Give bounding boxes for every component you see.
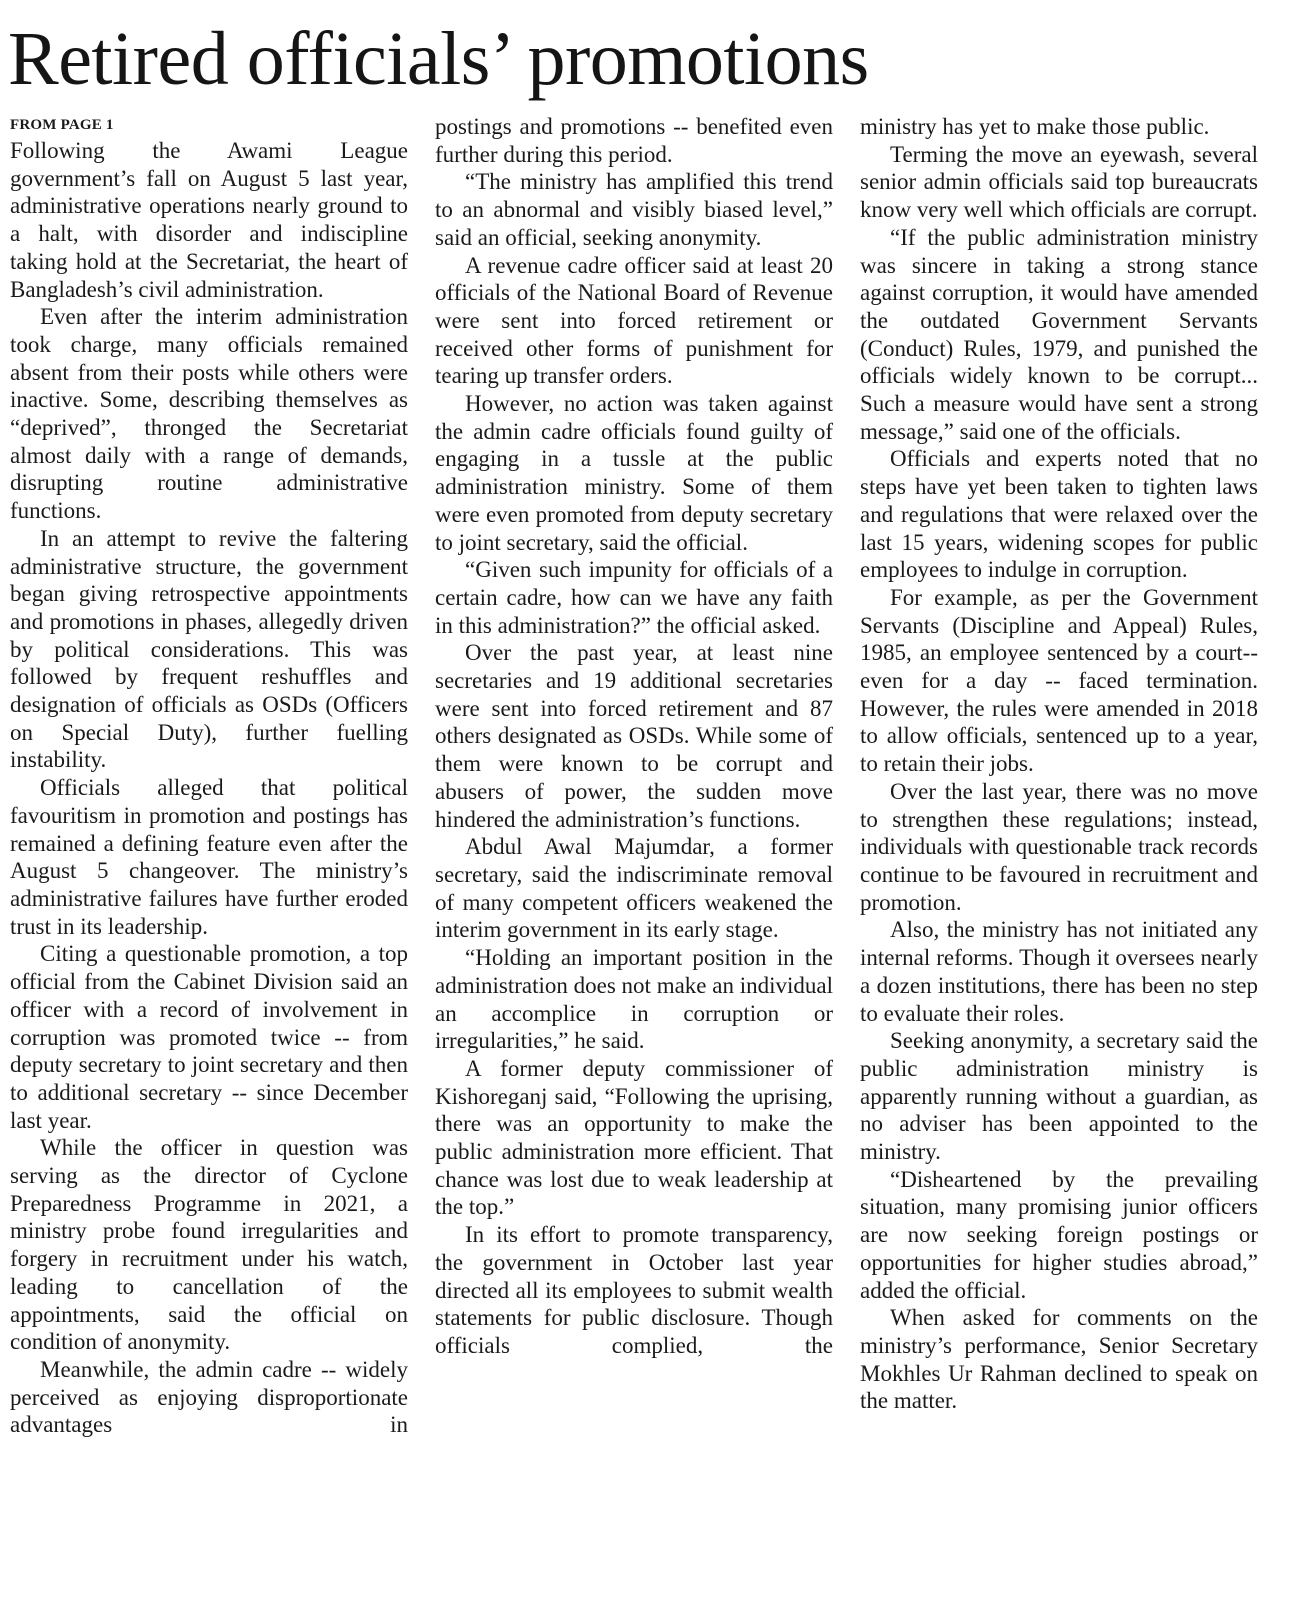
article-column-2: [435, 113, 833, 1360]
article-paragraph: “Given such impunity for officials of a certain cadre, how can we have any faith in this administration?” the official asked.: [435, 557, 833, 638]
article-paragraph: postings and promotions -- benefited even further during this period.: [435, 114, 833, 167]
article-paragraph: “Disheartened by the prevailing situation, many promising junior officers are now seeking foreign postings or opportunities for higher studies abroad,” added the official.: [860, 1166, 1258, 1303]
article-paragraph: A revenue cadre officer said at least 20 officials of the National Board of Revenue were sent into forced retirement or received other forms of punishment for tearing up transfer orders.: [435, 252, 833, 389]
headline: Retired officials’ promotions: [8, 17, 869, 101]
article-column-1: [10, 113, 408, 1439]
article-paragraph: Terming the move an eyewash, several senior admin officials said top bureaucrats know very well which officials are corrupt.: [860, 141, 1258, 223]
article-paragraph: In an attempt to revive the faltering administrative structure, the government began giving retrospective appointments and promotions in phases, allegedly driven by political considerations. This was followed by frequent reshuffles and designation of officials as OSDs (Officers on Special Duty), further fuelling instability.: [10, 525, 408, 773]
article-paragraph: Officials alleged that political favouritism in promotion and postings has remained a defining feature even after the August 5 changeover. The ministry’s administrative failures have further eroded trust in its leadership.: [10, 775, 408, 939]
article-paragraph: Following the Awami League government’s fall on August 5 last year, administrative operations nearly ground to a halt, with disorder and indiscipline taking hold at the Secretariat, the heart of Bangladesh’s civil administration.: [10, 138, 408, 302]
article-paragraph: A former deputy commissioner of Kishoreganj said, “Following the uprising, there was an opportunity to make the public administration more efficient. That chance was lost due to weak leadership at the top.”: [435, 1055, 833, 1220]
article-paragraph: Also, the ministry has not initiated any internal reforms. Though it oversees nearly a dozen institutions, there has been no step to evaluate their roles.: [860, 917, 1258, 1026]
article-paragraph: Even after the interim administration took charge, many officials remained absent from their posts while others were inactive. Some, describing themselves as “deprived”, thronged the Secretariat almost daily with a range of demands, disrupting routine administrative functions.: [10, 304, 408, 524]
article-paragraph: “Holding an important position in the administration does not make an individual an accomplice in corruption or irregularities,” he said.: [435, 945, 833, 1054]
continuation-kicker: FROM PAGE 1: [10, 117, 114, 133]
article-paragraph: Abdul Awal Majumdar, a former secretary, said the indiscriminate removal of many competent officers weakened the interim government in its early stage.: [435, 834, 833, 943]
article-paragraph: Meanwhile, the admin cadre -- widely perceived as enjoying disproportionate advantages in: [10, 1356, 408, 1438]
article-paragraph: Seeking anonymity, a secretary said the public administration ministry is apparently running without a guardian, as no adviser has been appointed to the ministry.: [860, 1028, 1258, 1165]
article-paragraph: “If the public administration ministry was sincere in taking a strong stance against corruption, it would have amended the outdated Government Servants (Conduct) Rules, 1979, and punished the officials widely known to be corrupt... Such a measure would have sent a strong message,” said one of the officials.: [860, 224, 1258, 444]
article-paragraph: However, no action was taken against the admin cadre officials found guilty of engaging in a tussle at the public administration ministry. Some of them were even promoted from deputy secretary to joint secretary, said the official.: [435, 391, 833, 555]
article-paragraph: Citing a questionable promotion, a top official from the Cabinet Division said an officer with a record of involvement in corruption was promoted twice -- from deputy secretary to joint secretary and then to additional secretary -- since December last year.: [10, 941, 408, 1133]
article-paragraph: Over the past year, at least nine secretaries and 19 additional secretaries were sent into forced retirement and 87 others designated as OSDs. While some of them were known to be corrupt and abusers of power, the sudden move hindered the administration’s functions.: [435, 640, 833, 832]
article-paragraph: Over the last year, there was no move to strengthen these regulations; instead, individuals with questionable track records continue to be favoured in recruitment and promotion.: [860, 778, 1258, 915]
article-paragraph: Officials and experts noted that no steps have yet been taken to tighten laws and regulations that were relaxed over the last 15 years, widening scopes for public employees to indulge in corruption.: [860, 446, 1258, 583]
article-paragraph: ministry has yet to make those public.: [860, 114, 1210, 139]
article-paragraph: “The ministry has amplified this trend to an abnormal and visibly biased level,” said an official, seeking anonymity.: [435, 169, 833, 250]
article-paragraph: In its effort to promote transparency, the government in October last year directed all its employees to submit wealth statements for public disclosure. Though officials complied, the: [435, 1222, 833, 1358]
article-paragraph: When asked for comments on the ministry’s performance, Senior Secretary Mokhles Ur Rahman declined to speak on the matter.: [860, 1305, 1258, 1414]
article-paragraph: While the officer in question was serving as the director of Cyclone Preparedness Programme in 2021, a ministry probe found irregularities and forgery in recruitment under his watch, leading to cancellation of the appointments, said the official on condition of anonymity.: [10, 1135, 408, 1355]
article-paragraph: For example, as per the Government Servants (Discipline and Appeal) Rules, 1985, an employee sentenced by a court-- even for a day -- faced termination. However, the rules were amended in 2018 to allow officials, sentenced up to a year, to retain their jobs.: [860, 584, 1258, 777]
article-column-3: [860, 113, 1258, 1415]
